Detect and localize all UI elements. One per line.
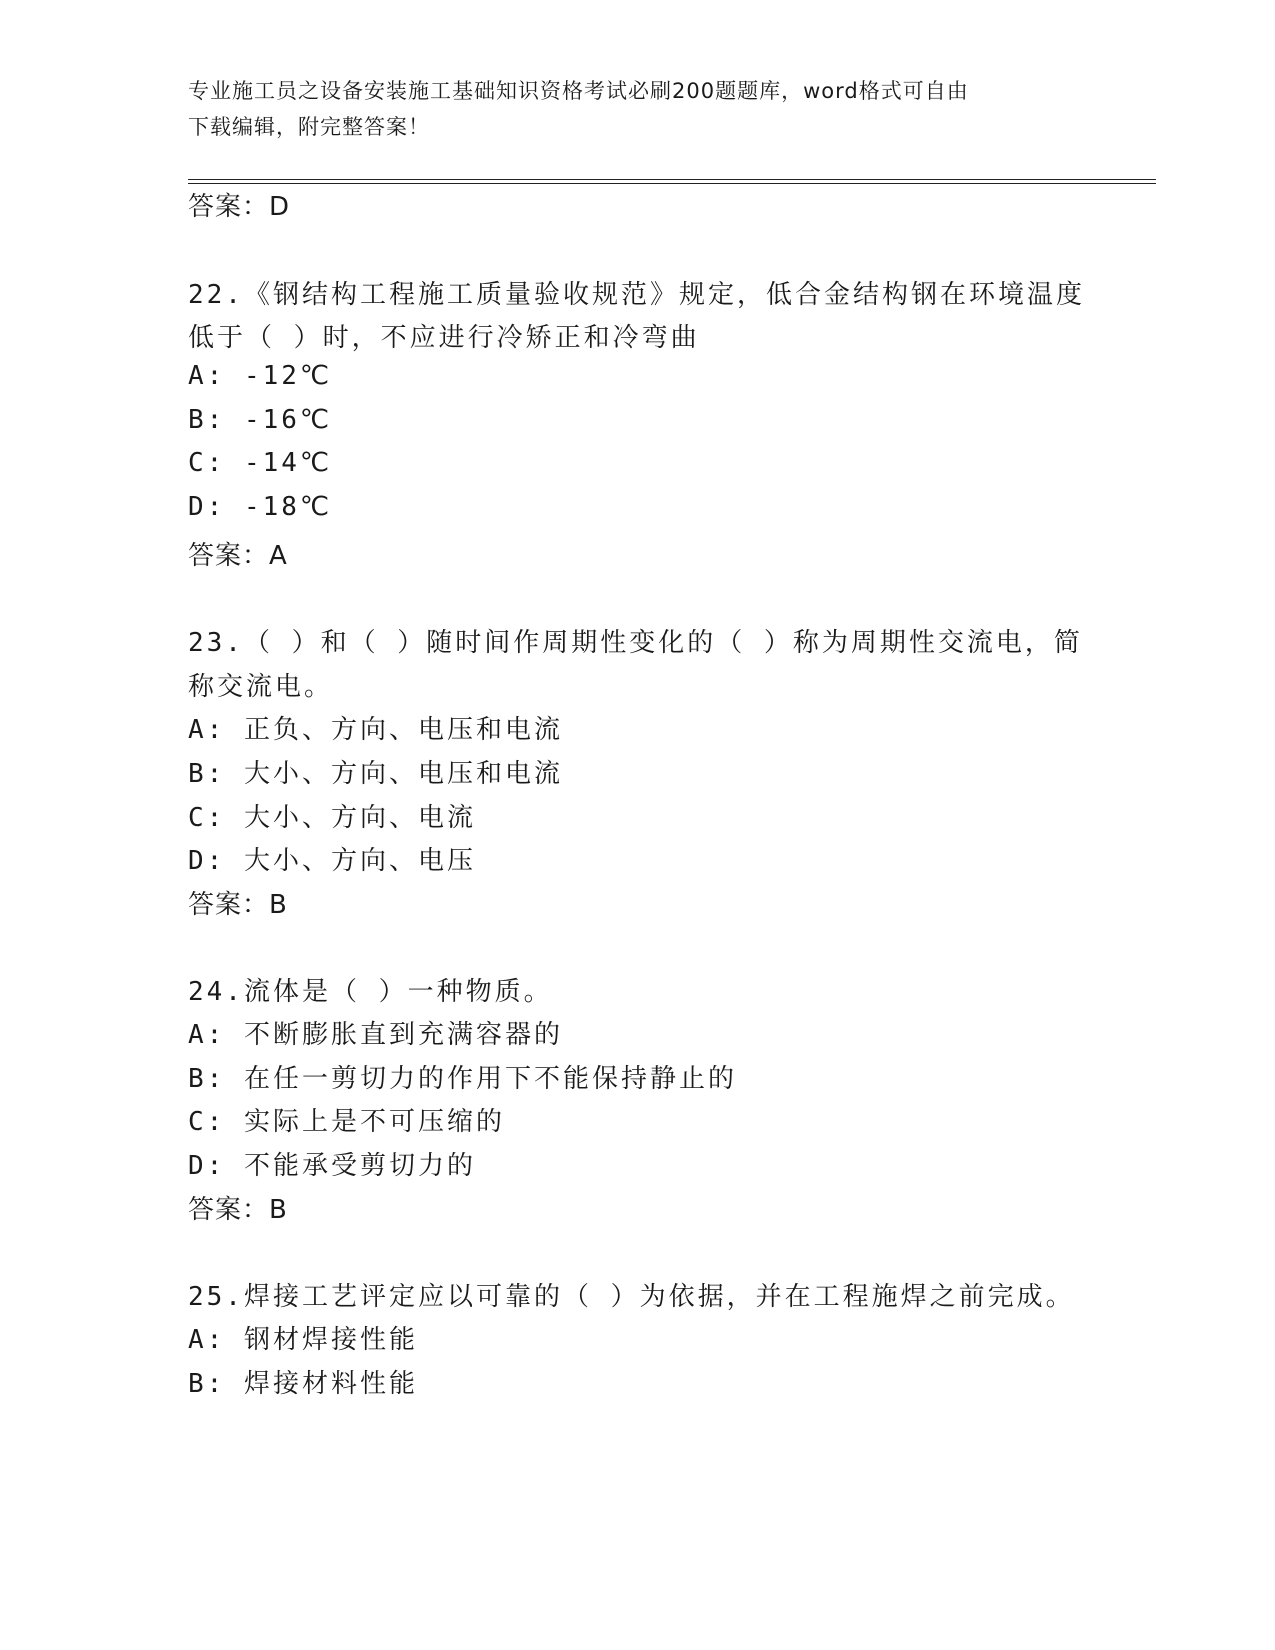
question-23-option-d: D: 大小、方向、电压 [188,846,476,876]
question-22-option-b: B: -16℃ [188,405,333,435]
question-22-option-a: A: -12℃ [188,361,333,391]
question-25-option-b: B: 焊接材料性能 [188,1369,418,1399]
question-25-stem-line-1: 25.焊接工艺评定应以可靠的（ ）为依据，并在工程施焊之前完成。 [188,1282,1075,1312]
document-header [188,73,1068,145]
question-23-answer: 答案：B [188,890,288,920]
answer-previous: 答案：D [188,192,291,222]
header-line-1: 专业施工员之设备安装施工基础知识资格考试必刷200题题库，word格式可自由 [188,79,969,103]
question-23-stem-line-2: 称交流电。 [188,672,334,702]
question-22-stem-line-2: 低于（ ）时，不应进行冷矫正和冷弯曲 [188,323,700,353]
question-25-option-a: A: 钢材焊接性能 [188,1325,418,1355]
question-24-option-a: A: 不断膨胀直到充满容器的 [188,1020,563,1050]
question-24-option-d: D: 不能承受剪切力的 [188,1151,476,1181]
question-24-option-b: B: 在任一剪切力的作用下不能保持静止的 [188,1064,737,1094]
question-22-stem-line-1: 22.《钢结构工程施工质量验收规范》规定，低合金结构钢在环境温度 [188,280,1085,310]
question-22-option-c: C: -14℃ [188,448,333,478]
question-23-option-b: B: 大小、方向、电压和电流 [188,759,563,789]
question-22-answer: 答案：A [188,541,288,571]
question-24-stem-line-1: 24.流体是（ ）一种物质。 [188,977,553,1007]
question-23-option-a: A: 正负、方向、电压和电流 [188,715,563,745]
question-24-answer: 答案：B [188,1195,288,1225]
header-divider [188,179,1156,184]
header-line-2: 下载编辑，附完整答案！ [188,115,430,139]
question-22-option-d: D: -18℃ [188,492,333,522]
question-23-option-c: C: 大小、方向、电流 [188,803,476,833]
question-24-option-c: C: 实际上是不可压缩的 [188,1107,505,1137]
question-23-stem-line-1: 23.（ ）和（ ）随时间作周期性变化的（ ）称为周期性交流电，简 [188,628,1083,658]
